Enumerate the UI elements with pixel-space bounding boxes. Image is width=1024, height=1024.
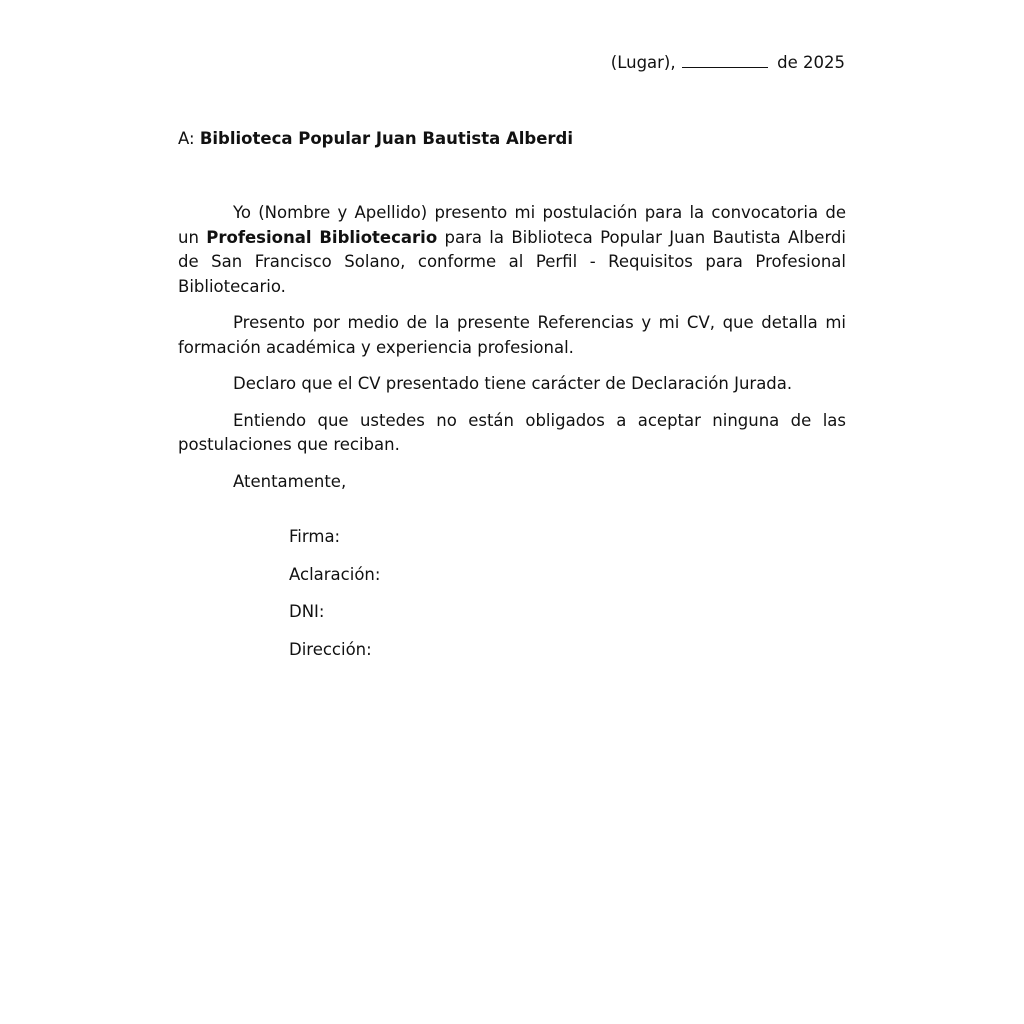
- signature-field-direccion: Dirección:: [289, 639, 372, 659]
- paragraph-acknowledgement: Entiendo que ustedes no están obligados a aceptar ninguna de las postulaciones que reciban.: [178, 410, 846, 454]
- paragraph-application: [178, 201, 846, 299]
- signature-block: [289, 526, 380, 676]
- closing: Atentamente,: [233, 471, 347, 491]
- recipient-name: Biblioteca Popular Juan Bautista Alberdi: [199, 129, 574, 148]
- signature-field-dni: DNI:: [289, 602, 325, 621]
- position-title: Profesional Bibliotecario: [206, 227, 438, 247]
- signature-field-aclaracion: Aclaración:: [289, 564, 381, 584]
- recipient-line: [178, 128, 573, 150]
- paragraph-declaration: Declaro que el CV presentado tiene carácter de Declaración Jurada.: [233, 374, 793, 393]
- paragraph-references: Presento por medio de la presente Referencias y mi CV, que detalla mi formación académica y experiencia profesional.: [178, 313, 846, 357]
- signature-field-firma: Firma:: [289, 527, 341, 546]
- dateline: [611, 52, 845, 74]
- date-blank-line: [682, 53, 768, 68]
- paragraph-application-part-a: Yo (Nombre y Apellido) presento mi postulación para la convocatoria de un: [178, 203, 846, 247]
- recipient-prefix: A:: [178, 129, 195, 148]
- paragraph-application-part-b: para la Biblioteca Popular Juan Bautista Alberdi de San Francisco Solano, conforme al Perfil - Requisitos para Profesional Bibliotecario.: [178, 227, 846, 296]
- dateline-place: (Lugar),: [610, 53, 676, 72]
- letter-body: [178, 201, 846, 506]
- dateline-year: de 2025: [777, 53, 845, 72]
